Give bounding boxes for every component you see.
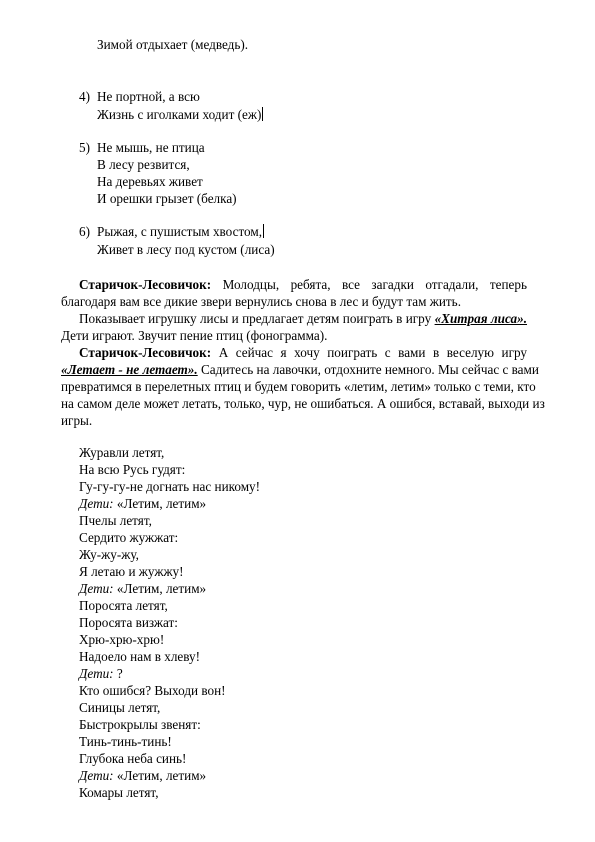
game-name-letaet-ne-letaet: «Летает - не летает». bbox=[61, 362, 198, 377]
para1-line-1-text: Молодцы, ребята, все загадки отгадали, теперь bbox=[222, 277, 527, 292]
riddle-5-number: 5) bbox=[79, 140, 90, 155]
para3-line-1 bbox=[79, 345, 527, 361]
poem-line: Гу-гу-гу-не догнать нас никому! bbox=[79, 479, 261, 494]
para3-line-2 bbox=[61, 362, 539, 378]
poem-line: Глубока неба синь! bbox=[79, 751, 187, 766]
para2-line-1 bbox=[79, 311, 527, 327]
poem-kids-line bbox=[79, 581, 206, 597]
riddle-4-line-2 bbox=[97, 107, 263, 123]
para3-line-3: превратимся в перелетных птиц и будем говорить «летим, летим» только с теми, кто bbox=[61, 379, 536, 394]
poem-line: Жу-жу-жу, bbox=[79, 547, 139, 562]
kids-reply: «Летим, летим» bbox=[116, 581, 207, 596]
poem-line: Сердито жужжат: bbox=[79, 530, 179, 545]
text-cursor-mark bbox=[263, 224, 264, 238]
poem-line: Тинь-тинь-тинь! bbox=[79, 734, 172, 749]
riddle-6-line-1 bbox=[97, 224, 264, 240]
riddle-5-line-3: На деревьях живет bbox=[97, 174, 203, 189]
poem-line: На всю Русь гудят: bbox=[79, 462, 186, 477]
kids-label: Дети: bbox=[79, 666, 114, 681]
riddle-3-tail: Зимой отдыхает (медведь). bbox=[97, 37, 249, 52]
riddle-5-line-4: И орешки грызет (белка) bbox=[97, 191, 237, 206]
riddle-5-line-1: Не мышь, не птица bbox=[97, 140, 205, 155]
poem-line: Журавли летят, bbox=[79, 445, 165, 460]
poem-kids-line bbox=[79, 666, 123, 682]
kids-label: Дети: bbox=[79, 496, 114, 511]
poem-line: Кто ошибся? Выходи вон! bbox=[79, 683, 226, 698]
kids-reply: «Летим, летим» bbox=[116, 768, 207, 783]
game-name-hitraya-lisa: «Хитрая лиса». bbox=[434, 311, 528, 326]
riddle-6-line-1-text: Рыжая, с пушистым хвостом, bbox=[97, 224, 263, 239]
para1-line-1 bbox=[79, 277, 527, 293]
speaker-label: Старичок-Лесовичок: bbox=[79, 277, 212, 292]
poem-line: Пчелы летят, bbox=[79, 513, 152, 528]
poem-line: Комары летят, bbox=[79, 785, 159, 800]
riddle-4-line-1: Не портной, а всю bbox=[97, 89, 200, 104]
para2-line-2: Дети играют. Звучит пение птиц (фонограмма). bbox=[61, 328, 328, 343]
para2-line-1-text: Показывает игрушку лисы и предлагает детям поиграть в игру bbox=[79, 311, 432, 326]
riddle-5-line-2: В лесу резвится, bbox=[97, 157, 190, 172]
kids-reply: «Летим, летим» bbox=[116, 496, 207, 511]
poem-line: Хрю-хрю-хрю! bbox=[79, 632, 165, 647]
poem-line: Надоело нам в хлеву! bbox=[79, 649, 201, 664]
para3-line-5: игры. bbox=[61, 413, 93, 428]
kids-label: Дети: bbox=[79, 581, 114, 596]
poem-line: Поросята летят, bbox=[79, 598, 168, 613]
poem-line: Поросята визжат: bbox=[79, 615, 178, 630]
kids-reply-question: ? bbox=[116, 666, 123, 681]
kids-label: Дети: bbox=[79, 768, 114, 783]
para3-line-2-text: Садитесь на лавочки, отдохните немного. Мы сейчас с вами bbox=[201, 362, 539, 377]
poem-line: Быстрокрылы звенят: bbox=[79, 717, 201, 732]
poem-kids-line bbox=[79, 496, 206, 512]
para3-line-1-text: А сейчас я хочу поиграть с вами в веселую игру bbox=[218, 345, 527, 360]
poem-line: Я летаю и жужжу! bbox=[79, 564, 184, 579]
riddle-4-line-2-text: Жизнь с иголками ходит (еж) bbox=[97, 107, 262, 122]
speaker-label: Старичок-Лесовичок: bbox=[79, 345, 212, 360]
riddle-6-number: 6) bbox=[79, 224, 90, 239]
poem-kids-line bbox=[79, 768, 206, 784]
riddle-6-line-2: Живет в лесу под кустом (лиса) bbox=[97, 242, 275, 257]
para1-line-2: благодаря вам все дикие звери вернулись снова в лес и будут там жить. bbox=[61, 294, 461, 309]
para3-line-4: на самом деле может летать, только, чур, не ошибаться. А ошибся, вставай, выходи из bbox=[61, 396, 545, 411]
text-cursor-mark bbox=[262, 107, 263, 121]
riddle-4-number: 4) bbox=[79, 89, 90, 104]
poem-line: Синицы летят, bbox=[79, 700, 161, 715]
